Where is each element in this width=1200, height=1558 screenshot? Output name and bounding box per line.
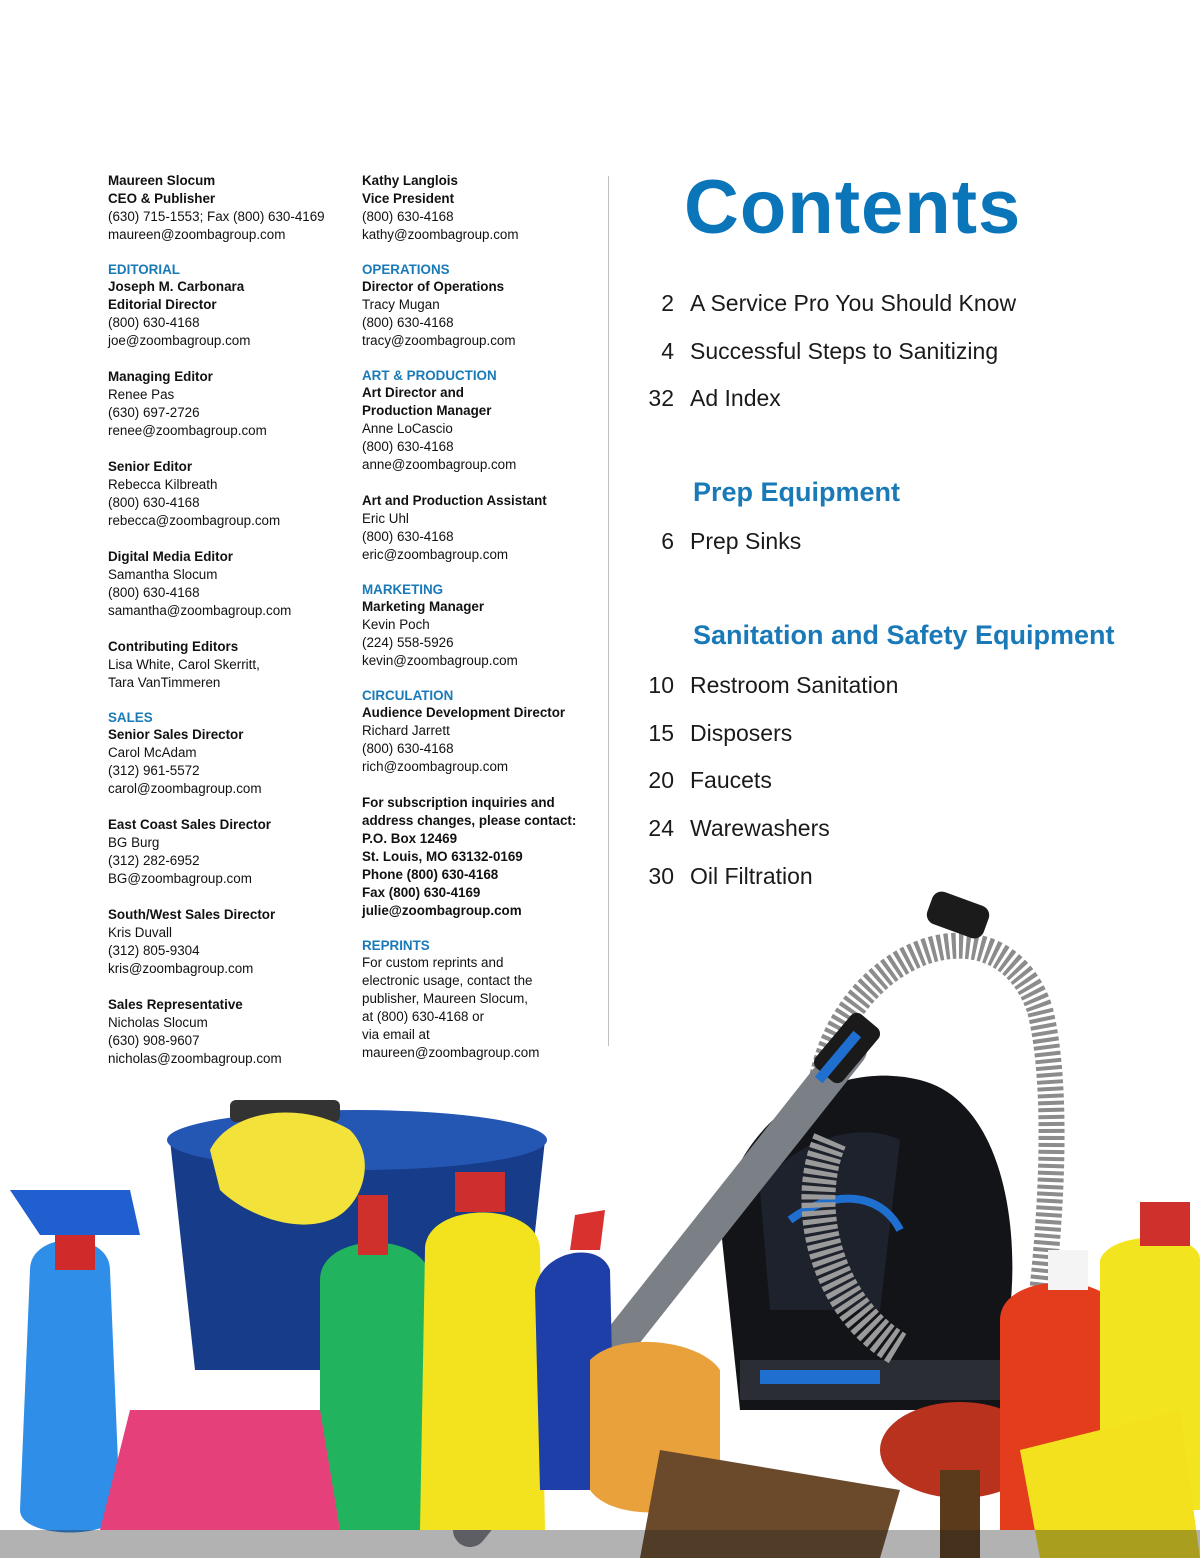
contact-line: (630) 697-2726 [108,405,200,420]
toc-label: A Service Pro You Should Know [690,290,1017,316]
contact-line: Tracy Mugan [362,297,440,312]
toc-page-number: 4 [661,338,674,364]
contact-line: rebecca@zoombagroup.com [108,513,281,528]
toc-label: Successful Steps to Sanitizing [690,338,999,364]
section-label: REPRINTS [362,938,430,953]
spray-bottle-icon [20,1240,120,1533]
toc-label: Warewashers [690,815,830,841]
masthead-entry [362,688,598,776]
contact-line: (630) 908-9607 [108,1033,200,1048]
toc-label: Disposers [690,720,793,746]
contact-line: BG Burg [108,835,160,850]
contact-line: Tara VanTimmeren [108,675,221,690]
staff-title: Vice President [362,191,455,206]
contact-line: eric@zoombagroup.com [362,547,509,562]
contact-line: Rebecca Kilbreath [108,477,218,492]
contact-line: Lisa White, Carol Skerritt, [108,657,260,672]
section-label: CIRCULATION [362,688,454,703]
staff-name: Audience Development Director [362,705,566,720]
toc-page-number: 24 [648,815,674,841]
toc-item[interactable] [640,860,813,892]
toc-page-number: 15 [648,720,674,746]
contact-line: Kevin Poch [362,617,430,632]
staff-name: Art Director and [362,385,464,400]
contact-line: St. Louis, MO 63132-0169 [362,849,523,864]
toc-item[interactable] [640,669,898,701]
toc-page-number: 2 [661,290,674,316]
contact-line: For custom reprints and [362,955,504,970]
contact-line: Renee Pas [108,387,175,402]
contact-line: Anne LoCascio [362,421,453,436]
contact-line: electronic usage, contact the [362,973,533,988]
contact-line: kathy@zoombagroup.com [362,227,519,242]
section-label: MARKETING [362,582,444,597]
toc-item[interactable] [640,717,792,749]
contact-line: Nicholas Slocum [108,1015,208,1030]
toc-page-number: 6 [661,528,674,554]
masthead-entry [108,172,348,244]
contact-line: kris@zoombagroup.com [108,961,254,976]
contact-line: Samantha Slocum [108,567,218,582]
staff-name: Kathy Langlois [362,173,458,188]
contact-line: Kris Duvall [108,925,172,940]
staff-title: CEO & Publisher [108,191,216,206]
contact-line: via email at [362,1027,430,1042]
contact-line: (800) 630-4168 [108,585,200,600]
masthead-entry [108,262,348,350]
contact-line: (800) 630-4168 [362,529,454,544]
toc-section-heading: Prep Equipment [693,477,901,507]
staff-name: Managing Editor [108,369,213,384]
toc-label: Ad Index [690,385,781,411]
staff-name: Senior Sales Director [108,727,244,742]
staff-name: Contributing Editors [108,639,239,654]
contact-line: Phone (800) 630-4168 [362,867,499,882]
contact-line: (800) 630-4168 [362,741,454,756]
contact-line: tracy@zoombagroup.com [362,333,516,348]
staff-name: South/West Sales Director [108,907,276,922]
staff-name: Digital Media Editor [108,549,233,564]
masthead-entry [362,582,598,670]
staff-name: Art and Production Assistant [362,493,547,508]
contact-line: (800) 630-4168 [362,209,454,224]
toc-page-number: 10 [648,672,674,698]
toc-item[interactable] [640,287,1016,319]
contact-line: julie@zoombagroup.com [362,903,522,918]
staff-name: Senior Editor [108,459,193,474]
staff-name: Maureen Slocum [108,173,216,188]
contact-line: (800) 630-4168 [362,315,454,330]
contact-line: Eric Uhl [362,511,409,526]
toc-page-number: 20 [648,767,674,793]
section-label: OPERATIONS [362,262,450,277]
section-label: ART & PRODUCTION [362,368,497,383]
contact-line: Fax (800) 630-4169 [362,885,481,900]
masthead-entry [108,368,348,440]
toc-label: Restroom Sanitation [690,672,899,698]
contact-line: maureen@zoombagroup.com [362,1045,540,1060]
contact-line: rich@zoombagroup.com [362,759,509,774]
masthead-entry [362,172,598,244]
staff-title: Editorial Director [108,297,217,312]
contact-line: (630) 715-1553; Fax (800) 630-4169 [108,209,325,224]
toc-label: Faucets [690,767,772,793]
staff-name: Director of Operations [362,279,505,294]
section-label: SALES [108,710,153,725]
contact-line: at (800) 630-4168 or [362,1009,485,1024]
contact-line: (312) 282-6952 [108,853,200,868]
contact-line: (224) 558-5926 [362,635,454,650]
contact-line: maureen@zoombagroup.com [108,227,286,242]
green-bottle-icon [320,1243,430,1531]
staff-title: address changes, please contact: [362,813,577,828]
toc-section-heading: Sanitation and Safety Equipment [693,620,1115,650]
toc-item[interactable] [640,335,998,367]
contents-title: Contents [684,165,1022,250]
contact-line: (800) 630-4168 [108,495,200,510]
toc-item[interactable] [640,382,781,414]
contact-line: joe@zoombagroup.com [108,333,251,348]
contact-line: BG@zoombagroup.com [108,871,252,886]
masthead-entry [362,368,598,474]
staff-name: Marketing Manager [362,599,485,614]
contact-line: renee@zoombagroup.com [108,423,267,438]
toc-item[interactable] [640,812,830,844]
contact-line: samantha@zoombagroup.com [108,603,292,618]
staff-name: Joseph M. Carbonara [108,279,245,294]
masthead-entry [108,638,348,692]
contact-line: (800) 630-4168 [108,315,200,330]
masthead-entry [108,548,348,620]
section-label: EDITORIAL [108,262,180,277]
contact-line: carol@zoombagroup.com [108,781,262,796]
toc-label: Oil Filtration [690,863,813,889]
masthead-entry [108,710,348,798]
staff-name: East Coast Sales Director [108,817,271,832]
contact-line: (312) 805-9304 [108,943,200,958]
staff-name: For subscription inquiries and [362,795,555,810]
contact-line: publisher, Maureen Slocum, [362,991,528,1006]
cleaning-supplies-illustration [0,890,1200,1558]
contact-line: (312) 961-5572 [108,763,200,778]
toc-label: Prep Sinks [690,528,802,554]
masthead-entry [108,816,348,888]
toc-page-number: 30 [648,863,674,889]
contact-line: Carol McAdam [108,745,197,760]
masthead-entry [362,262,598,350]
staff-name: Sales Representative [108,997,243,1012]
toc-item[interactable] [640,525,801,557]
contact-line: anne@zoombagroup.com [362,457,517,472]
contact-line: kevin@zoombagroup.com [362,653,518,668]
yellow-bottle-icon [420,1213,545,1531]
masthead-entry [108,458,348,530]
contact-line: nicholas@zoombagroup.com [108,1051,282,1066]
masthead-entry [362,492,598,564]
toc-item[interactable] [640,764,772,796]
staff-title: Production Manager [362,403,492,418]
toc-page-number: 32 [648,385,674,411]
contact-line: (800) 630-4168 [362,439,454,454]
contact-line: Richard Jarrett [362,723,450,738]
contact-line: P.O. Box 12469 [362,831,458,846]
